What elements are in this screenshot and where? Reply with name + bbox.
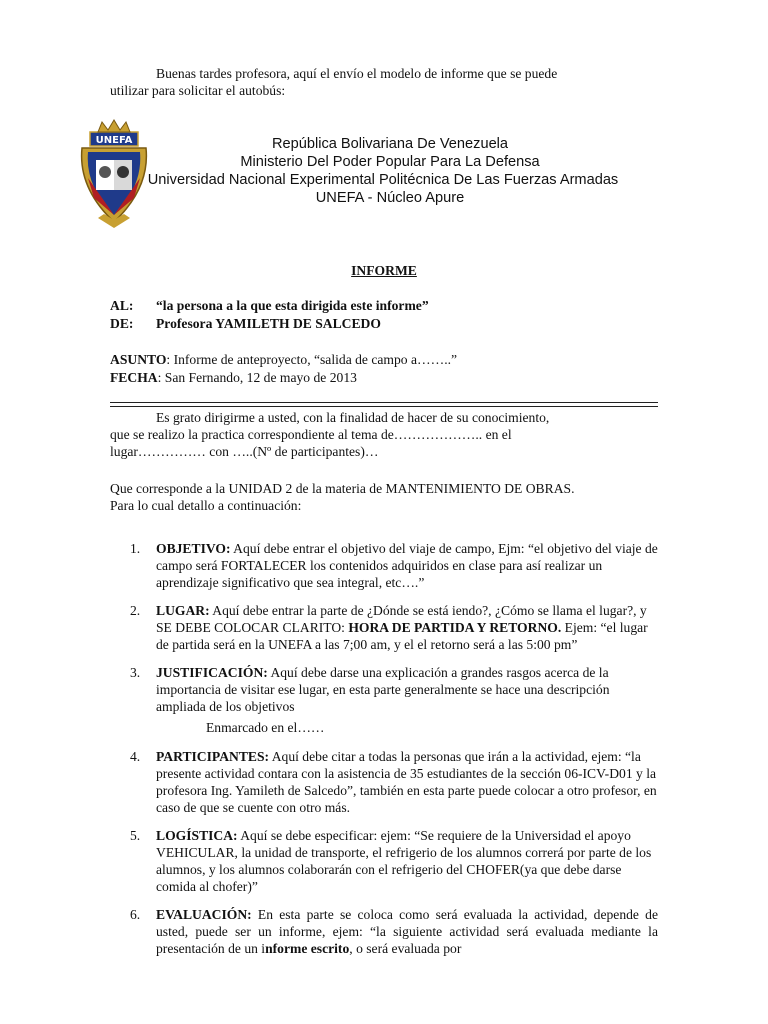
- divider-top: [110, 402, 658, 403]
- intro-line-1: Buenas tardes profesora, aquí el envío el modelo de informe que se puede: [156, 66, 558, 81]
- field-asunto-label: ASUNTO: [110, 352, 167, 367]
- list-item: [110, 827, 658, 895]
- field-de-label: DE:: [110, 316, 134, 331]
- divider-bottom: [110, 406, 658, 407]
- list-item-number: 4.: [130, 749, 141, 764]
- field-al-value: “la persona a la que esta dirigida este informe”: [156, 298, 429, 313]
- field-fecha-value: : San Fernando, 12 de mayo de 2013: [157, 370, 357, 385]
- intro-line-2: utilizar para solicitar el autobús:: [110, 83, 286, 98]
- list-item-number: 1.: [130, 541, 141, 556]
- list-item-label: PARTICIPANTES:: [156, 749, 270, 764]
- list-item: [110, 906, 658, 957]
- list-item: [110, 540, 658, 591]
- document-title: INFORME: [351, 263, 417, 278]
- list-item-emphasis: nforme escrito: [265, 941, 350, 956]
- body-p2-line-1: Que corresponde a la UNIDAD 2 de la materia de MANTENIMIENTO DE OBRAS.: [110, 481, 575, 496]
- list-item-text: Aquí debe citar a todas la personas que irán a la actividad, ejem: “la presente actividad contara con la asistencia de 35 estudiantes de la sección 06-ICV-D01 y la profesora Ing. Yamileth de Salcedo”, también en esta parte puede colocar a otro profesor, en caso de que se cuente con otro más.: [156, 749, 657, 815]
- header-line-3: Universidad Nacional Experimental Politécnica De Las Fuerzas Armadas: [147, 172, 619, 188]
- institution-header: [130, 135, 650, 207]
- report-items-list: [110, 540, 658, 968]
- list-item-number: 6.: [130, 907, 141, 922]
- field-al: [110, 297, 429, 314]
- list-item-number: 3.: [130, 665, 141, 680]
- list-item-label: EVALUACIÓN:: [156, 907, 252, 922]
- body-paragraph-2: [110, 480, 658, 514]
- list-item-emphasis: HORA DE PARTIDA Y RETORNO.: [348, 620, 562, 635]
- body-p1-line-3: lugar…………… con …..(Nº de participantes)…: [110, 444, 379, 459]
- header-line-4: UNEFA - Núcleo Apure: [315, 190, 465, 206]
- list-item-text: En esta parte se coloca como será evaluada la actividad, depende de usted, puede ser un informe, ejem: “la siguiente actividad será evaluada mediante la presentación de un i: [156, 907, 658, 956]
- list-item-text: Aquí debe darse una explicación a grandes rasgos acerca de la importancia de visitar ese lugar, en esta parte generalmente se hace una descripción ampliada de los objetivos: [156, 665, 610, 714]
- field-de: [110, 315, 381, 332]
- body-p1-line-1: Es grato dirigirme a usted, con la finalidad de hacer de su conocimiento,: [156, 410, 550, 425]
- list-item-label: LUGAR:: [156, 603, 210, 618]
- field-asunto-value: : Informe de anteproyecto, “salida de campo a……..”: [166, 352, 458, 367]
- header-line-2: Ministerio Del Poder Popular Para La Defensa: [240, 154, 540, 170]
- body-paragraph-1: [110, 409, 658, 460]
- list-item-label: OBJETIVO:: [156, 541, 231, 556]
- list-item-text: Aquí debe entrar el objetivo del viaje de campo, Ejm: “el objetivo del viaje de campo será FORTALECER los contenidos adquiridos en clase para así realizar un aprendizaje significativo que sea integral, etc….”: [156, 541, 658, 590]
- list-item-number: 5.: [130, 828, 141, 843]
- list-item-label: JUSTIFICACIÓN:: [156, 665, 268, 680]
- body-p2-line-2: Para lo cual detallo a continuación:: [110, 498, 302, 513]
- list-item-text-2: Ejem: “el lugar de partida será en la UNEFA a las 7;00 am, y el el retorno será a las 5:00 pm”: [156, 620, 648, 652]
- list-item: [110, 602, 658, 653]
- intro-text: [110, 65, 630, 99]
- field-fecha-label: FECHA: [110, 370, 158, 385]
- field-al-label: AL:: [110, 298, 134, 313]
- list-item-label: LOGÍSTICA:: [156, 828, 238, 843]
- field-fecha: [110, 369, 357, 386]
- header-line-1: República Bolivariana De Venezuela: [271, 136, 509, 152]
- list-item: [110, 748, 658, 816]
- crest-text: UNEFA: [95, 135, 133, 146]
- list-item-text-2: , o será evaluada por: [349, 941, 462, 956]
- list-item-number: 2.: [130, 603, 141, 618]
- field-de-value: Profesora YAMILETH DE SALCEDO: [156, 316, 381, 331]
- enmarcado-text: Enmarcado en el……: [206, 720, 325, 735]
- body-p1-line-2: que se realizo la practica correspondiente al tema de……………….. en el: [110, 427, 512, 442]
- list-item-text: Aquí se debe especificar: ejem: “Se requiere de la Universidad el apoyo VEHICULAR, la unidad de transporte, el refrigerio de los alumnos correrá por parte de los alumnos, y los alumnos colaborarán con el refrigerio del CHOFER(ya que debe darse comida al chofer)”: [156, 828, 652, 894]
- list-item: [110, 664, 658, 715]
- list-item-text: Aquí debe entrar la parte de ¿Dónde se está iendo?, ¿Cómo se llama el lugar?, y SE DEBE COLOCAR CLARITO:: [156, 603, 647, 635]
- field-asunto: [110, 351, 457, 368]
